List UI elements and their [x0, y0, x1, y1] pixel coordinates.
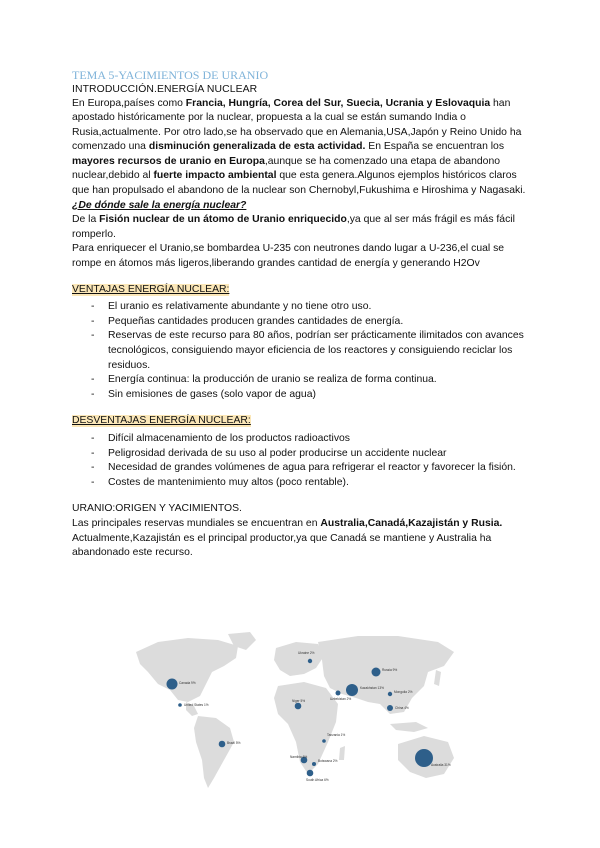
marker-canada — [167, 679, 178, 690]
desventajas-heading: DESVENTAJAS ENERGÍA NUCLEAR: — [72, 415, 251, 427]
label-namibia: Namibia 6% — [290, 755, 308, 759]
asia — [318, 636, 454, 714]
indonesia — [390, 722, 428, 732]
marker-south-africa — [307, 770, 314, 777]
list-item: - El uranio es relativamente abundante y no tiene otro uso. — [108, 300, 534, 315]
marker-usa — [178, 703, 182, 707]
desventajas-section — [72, 414, 534, 490]
list-item: - Energía continua: la producción de uranio se realiza de forma continua. — [108, 373, 534, 388]
south-america — [194, 716, 234, 788]
japan — [434, 670, 441, 686]
section-heading-intro: INTRODUCCIÓN.ENERGÍA NUCLEAR — [72, 84, 258, 95]
label-south-africa: South Africa 6% — [306, 778, 329, 782]
ventajas-heading: VENTAJAS ENERGÍA NUCLEAR: — [72, 283, 230, 295]
document-body — [72, 68, 534, 561]
desventajas-list — [72, 432, 534, 490]
ventajas-section — [72, 283, 534, 403]
label-botswana: Botswana 2% — [318, 759, 338, 763]
marker-uzbekistan — [336, 691, 341, 696]
north-america — [136, 638, 238, 702]
label-uzbekistan: Uzbekistan 2% — [330, 697, 352, 701]
marker-ukraine — [308, 659, 312, 663]
madagascar — [339, 746, 345, 760]
label-russia: Russia 9% — [382, 668, 398, 672]
marker-russia — [372, 668, 381, 677]
continents — [136, 632, 454, 788]
origen-paragraph: Las principales reservas mundiales se encuentran en Australia,Canadá,Kazajistán y Rusia. — [72, 517, 503, 529]
ventajas-list — [72, 300, 534, 402]
marker-botswana — [312, 762, 316, 766]
list-item: - Sin emisiones de gases (solo vapor de agua) — [108, 388, 534, 403]
origen-section — [72, 502, 534, 560]
list-item: - Reservas de este recurso para 80 años, podrían ser prácticamente ilimitados con avances tecnológicos, consiguiendo mayor eficiencia de los reactores y consiguiendo reciclar los residuos. — [108, 329, 534, 373]
list-item: - Costes de mantenimiento muy altos (poco rentable). — [108, 476, 534, 491]
question-heading: ¿De dónde sale la energía nuclear? — [72, 199, 247, 211]
answer-paragraph: De la Fisión nuclear de un átomo de Uranio enriquecido,ya que al ser más frágil es más fácil romperlo. — [72, 214, 515, 240]
origen-heading: URANIO:ORIGEN Y YACIMIENTOS. — [72, 503, 242, 515]
label-australia: Australia 31% — [431, 763, 451, 767]
uranium-world-map — [128, 632, 460, 792]
list-item: - Peligrosidad derivada de su uso al poder producirse un accidente nuclear — [108, 447, 534, 462]
marker-niger — [295, 703, 302, 710]
marker-china — [387, 705, 393, 711]
marker-kazakhstan — [346, 684, 358, 696]
list-item: - Difícil almacenamiento de los productos radioactivos — [108, 432, 534, 447]
label-ukraine: Ukraine 2% — [298, 651, 315, 655]
list-item: - Pequeñas cantidades producen grandes cantidades de energía. — [108, 315, 534, 330]
intro-paragraph: En Europa,países como Francia, Hungría, Corea del Sur, Suecia, Ucrania y Eslovaquia han apostado históricamente por la nuclear, propuesta a la cual se están sumando India o Rusia,actualmente. Por otro lado,se ha observado que en Alemania,USA,Japón y Reino Unido ha comenzado una disminución generalizada de esta actividad. En España se encuentran los mayores recursos de uranio en Europa,aunque se ha comenzado una etapa de abandono nuclear,debido al fuerte impacto ambiental que esta genera.Algunos ejemplos históricos claros que han propulsado el abandono de la nuclear son Chernobyl,Fukushima e Hiroshima y Nagasaki. — [72, 97, 526, 197]
production-paragraph: Actualmente,Kazajistán es el principal productor,ya que Canadá se mantiene y Australia ha abandonado este recurso. — [72, 532, 492, 559]
label-brazil: Brazil 5% — [227, 741, 241, 745]
label-tanzania: Tanzania 1% — [327, 733, 346, 737]
enrichment-paragraph: Para enriquecer el Uranio,se bombardea U-235 con neutrones dando lugar a U-236,el cual se rompe en átomos más ligeros,liberando grandes cantidad de energía y generando H2Ov — [72, 243, 505, 270]
label-niger: Niger 5% — [292, 699, 306, 703]
marker-tanzania — [322, 739, 326, 743]
list-item: - Necesidad de grandes volúmenes de agua para refrigerar el reactor y favorecer la fisión. — [108, 461, 534, 476]
label-usa: United States 1% — [184, 703, 209, 707]
label-mongolia: Mongolia 2% — [394, 690, 413, 694]
marker-mongolia — [388, 692, 392, 696]
marker-brazil — [219, 741, 226, 748]
label-canada: Canada 9% — [179, 681, 196, 685]
label-kazakhstan: Kazakhstan 13% — [360, 686, 384, 690]
europe — [274, 642, 324, 676]
page-title: TEMA 5-YACIMIENTOS DE URANIO — [72, 68, 269, 82]
label-china: China 4% — [395, 706, 409, 710]
